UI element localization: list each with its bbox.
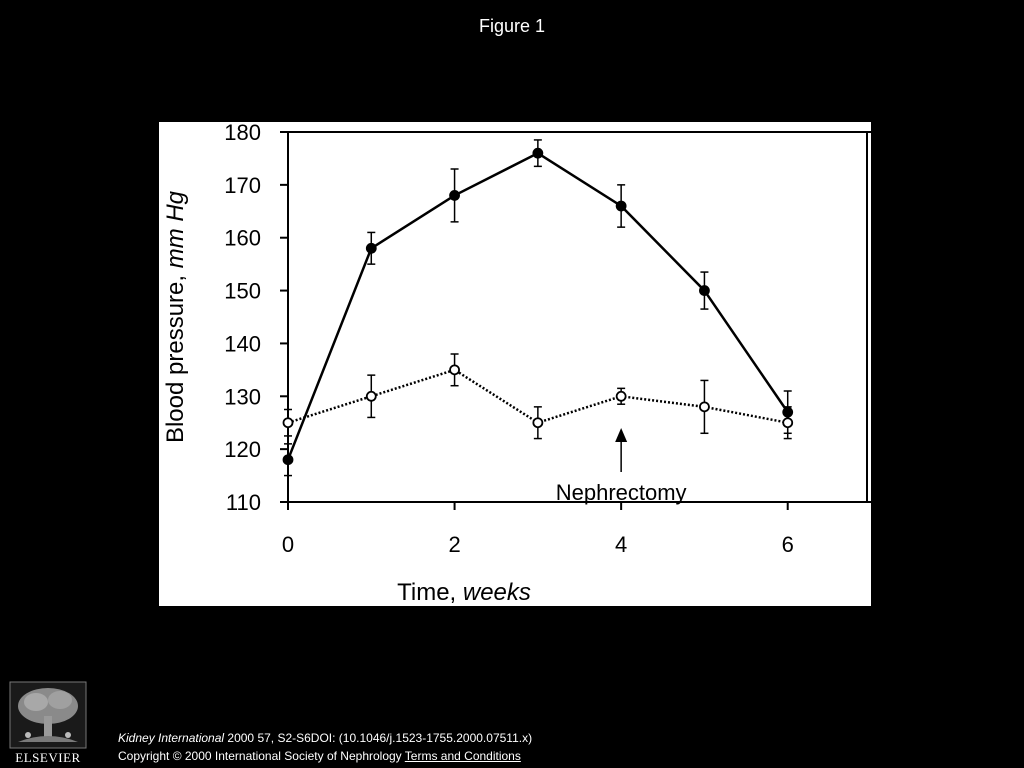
y-tick-label: 130 (224, 384, 261, 410)
data-point-filled (450, 191, 459, 200)
y-tick-label: 110 (225, 490, 261, 515)
x-axis-label-main: Time, (397, 579, 463, 606)
data-point-filled (367, 244, 376, 253)
data-point-open (367, 392, 376, 401)
y-tick-label: 180 (224, 122, 261, 145)
blood-pressure-chart (159, 122, 871, 606)
y-tick-label: 160 (224, 225, 261, 251)
annotation-label: Nephrectomy (555, 480, 687, 505)
x-tick-label: 4 (615, 532, 628, 557)
x-tick-label: 6 (781, 532, 794, 557)
journal-name: Kidney International (118, 731, 225, 745)
tree-icon (8, 680, 88, 750)
x-axis-label (397, 579, 531, 606)
data-point-filled (533, 149, 542, 158)
page-title: Figure 1 (478, 16, 546, 36)
copyright (118, 749, 521, 763)
copyright-text: Copyright © 2000 International Society of Nephrology (118, 749, 405, 763)
data-point-filled (284, 455, 293, 464)
citation (118, 731, 532, 745)
y-tick-label: 170 (224, 172, 261, 198)
data-point-open (284, 418, 293, 427)
x-tick-label: 2 (448, 532, 461, 557)
data-point-open (617, 392, 626, 401)
y-tick-label: 120 (224, 437, 261, 463)
data-point-filled (700, 286, 709, 295)
data-point-filled (783, 408, 792, 417)
y-axis-label-main: Blood pressure, (162, 268, 189, 444)
annotation-arrow-head (615, 428, 627, 442)
logo-text: ELSEVIER (15, 750, 81, 765)
x-axis-label-unit: weeks (462, 579, 531, 606)
data-point-open (783, 418, 792, 427)
data-point-filled (617, 202, 626, 211)
y-tick-label: 150 (224, 278, 261, 304)
y-tick-label: 140 (224, 331, 261, 357)
data-point-open (450, 365, 459, 374)
data-point-open (700, 402, 709, 411)
figure-panel (159, 122, 871, 606)
y-axis-label (162, 190, 189, 443)
terms-and-conditions-link[interactable]: Terms and Conditions (404, 749, 521, 763)
x-tick-label: 0 (281, 532, 295, 557)
citation-details: 2000 57, S2-S6DOI: (10.1046/j.1523-1755.2000.07511.x) (224, 731, 533, 745)
elsevier-logo (8, 680, 88, 766)
data-point-open (533, 418, 542, 427)
y-axis-label-unit: mm Hg (162, 190, 189, 269)
